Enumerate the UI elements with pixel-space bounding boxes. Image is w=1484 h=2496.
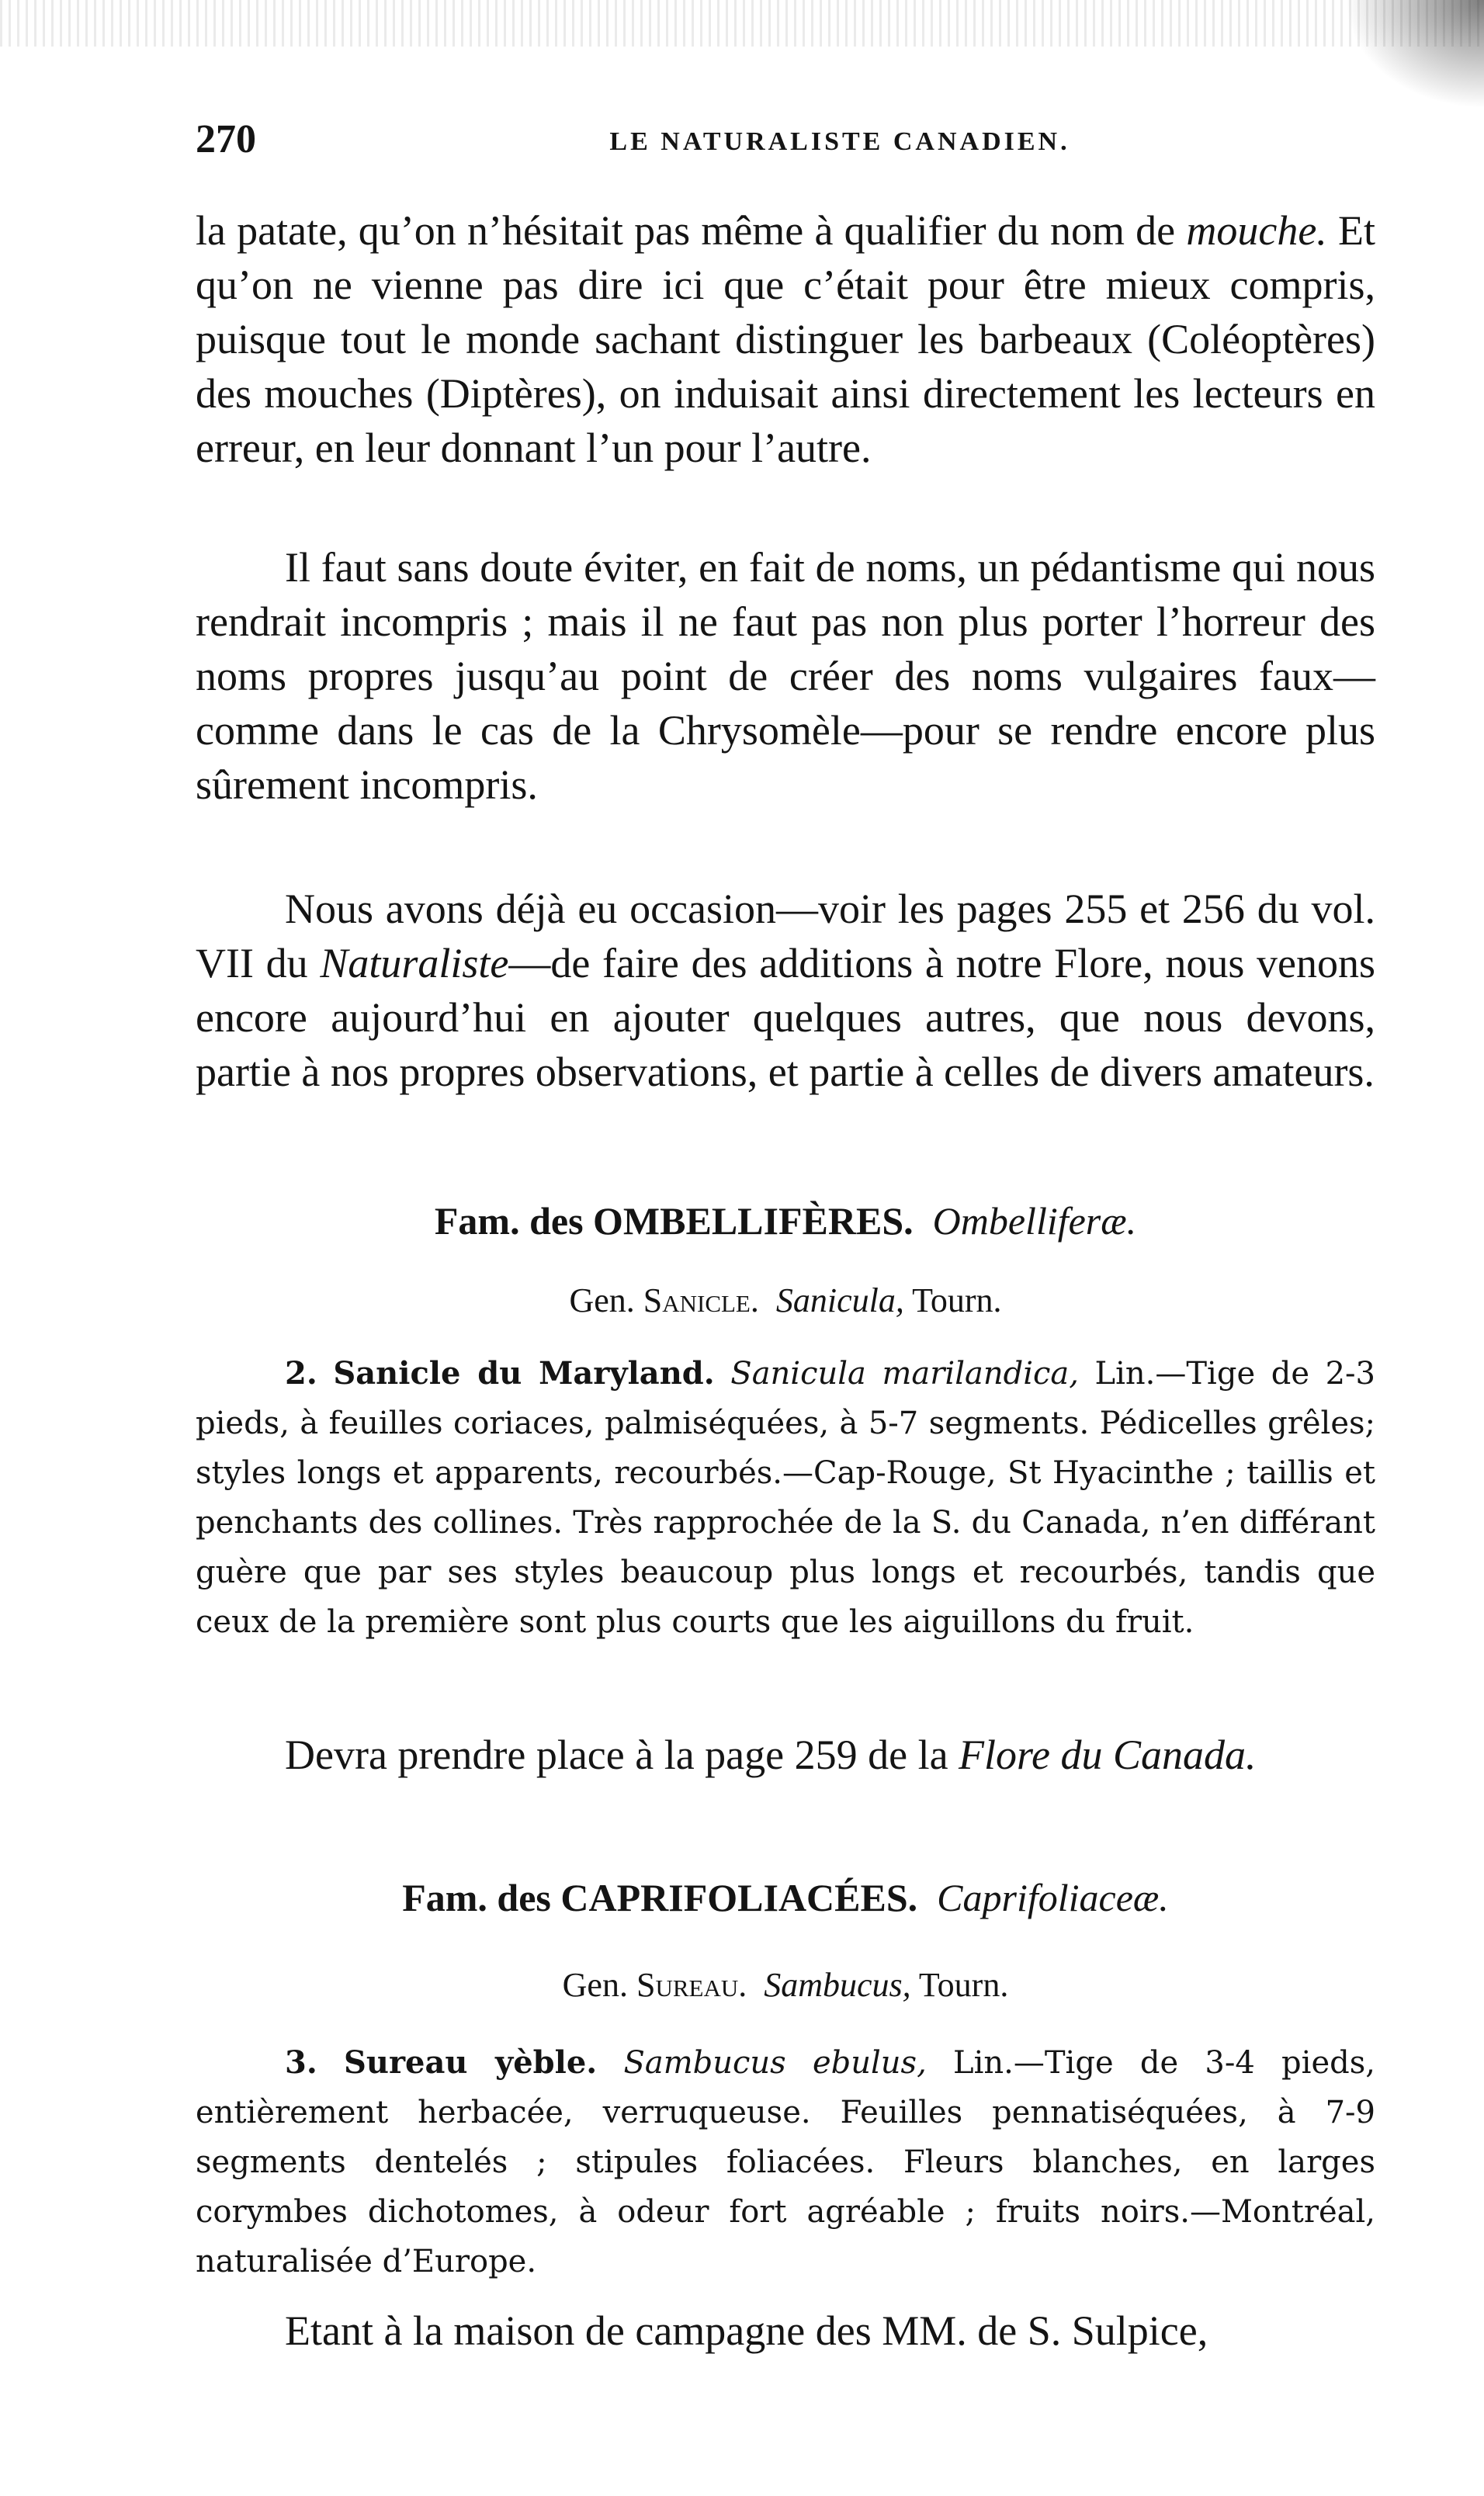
note-1-italic: Flore du Canada. [959,1732,1257,1778]
species-2-number: 2. [285,1355,317,1392]
family-2-name: CAPRIFOLIACÉES. [560,1876,918,1919]
genus-2-prefix: Gen. [562,1966,628,2004]
family-2-prefix: Fam. des [402,1876,551,1919]
species-entry-3 [196,2038,1375,2286]
paragraph-2-text: Il faut sans doute éviter, en fait de noms, un pédantisme qui nous rendrait incompris ; mais il ne faut pas non plus porter l’horreur des noms propres jusqu’au point de créer des noms vulgaires faux—comme dans le cas de la Chrysomèle—pour se rendre encore plus sûrement incompris. [196,544,1375,808]
paragraph-1-text: la patate, qu’on n’hésitait pas même à qualifier du nom de [196,207,1187,254]
species-2-name: Sanicle du Maryland. [333,1355,715,1392]
paragraph-3-italic: Naturaliste [320,940,509,986]
species-3-name: Sureau yèble. [344,2044,598,2081]
species-2-text: Lin.—Tige de 2-3 pieds, à feuilles coriaces, palmiséquées, à 5-7 segments. Pédicelles grêles; styles longs et apparents, recourbés.—Cap-Rouge, St Hyacinthe ; taillis et penchants des collines. Très rapprochée de la S. du Canada, n’en différant guère que par ses styles beaucoup plus longs et recourbés, tandis que ceux de la première sont plus courts que les aiguillons du fruit. [196,1356,1375,1640]
species-3-number: 3. [285,2044,317,2081]
paragraph-last-text: Etant à la maison de campagne des MM. de S. Sulpice, [285,2307,1208,2354]
scan-corner-shadow [1344,0,1484,109]
family-heading-2 [196,1875,1375,1920]
genus-1-name: Sanicle. [643,1281,759,1319]
family-1-latin: Ombelliferæ. [932,1199,1137,1243]
genus-heading-1 [196,1281,1375,1320]
paragraph-3-text: Nous avons déjà eu occasion—voir les pages 255 et 256 du vol. VII du [196,886,1375,986]
scan-noise [0,0,1484,47]
paragraph-3-rest: —de faire des additions à notre Flore, nous venons encore aujourd’hui en ajouter quelques autres, que nous devons, partie à nos propres observations, et partie à celles de divers amateurs. [196,940,1375,1095]
genus-1-prefix: Gen. [569,1281,635,1319]
family-1-prefix: Fam. des [434,1199,584,1243]
journal-title: LE NATURALISTE CANADIEN. [609,127,1070,156]
family-1-name: OMBELLIFÈRES. [593,1199,914,1243]
note-1 [196,1728,1375,1782]
paragraph-1-italic: mouche. [1186,207,1327,254]
genus-heading-2 [196,1965,1375,2005]
running-header [196,116,1383,171]
family-2-latin: Caprifoliaceæ. [937,1876,1169,1919]
genus-2-latin: Sambucus, [764,1966,911,2004]
species-3-text: Lin.—Tige de 3-4 pieds, entièrement herbacée, verruqueuse. Feuilles pennatiséquées, à 7-9 segments dentelés ; stipules foliacées. Fleurs blanches, en larges corymbes dichotomes, à odeur fort agréable ; fruits noirs.—Montréal, naturalisée d’Europe. [196,2045,1375,2279]
genus-2-author: Tourn. [918,1966,1009,2004]
paragraph-2 [196,540,1375,812]
species-3-latin: Sambucus ebulus, [623,2045,927,2081]
note-1-text: Devra prendre place à la page 259 de la [285,1732,959,1778]
genus-1-author: Tourn. [912,1281,1002,1319]
page-number: 270 [196,117,256,161]
species-entry-2 [196,1349,1375,1647]
genus-1-latin: Sanicula, [775,1281,904,1319]
paragraph-1-rest: Et qu’on ne vienne pas dire ici que c’était pour être mieux compris, puisque tout le monde sachant distinguer les barbeaux (Coléoptères) des mouches (Diptères), on induisait ainsi directement les lecteurs en erreur, en leur donnant l’un pour l’autre. [196,207,1375,471]
paragraph-1 [196,203,1375,475]
species-2-latin: Sanicula marilandica, [730,1356,1079,1392]
family-heading-1 [196,1198,1375,1243]
genus-2-name: Sureau. [636,1966,747,2004]
paragraph-last [196,2304,1375,2358]
paragraph-3 [196,882,1375,1099]
